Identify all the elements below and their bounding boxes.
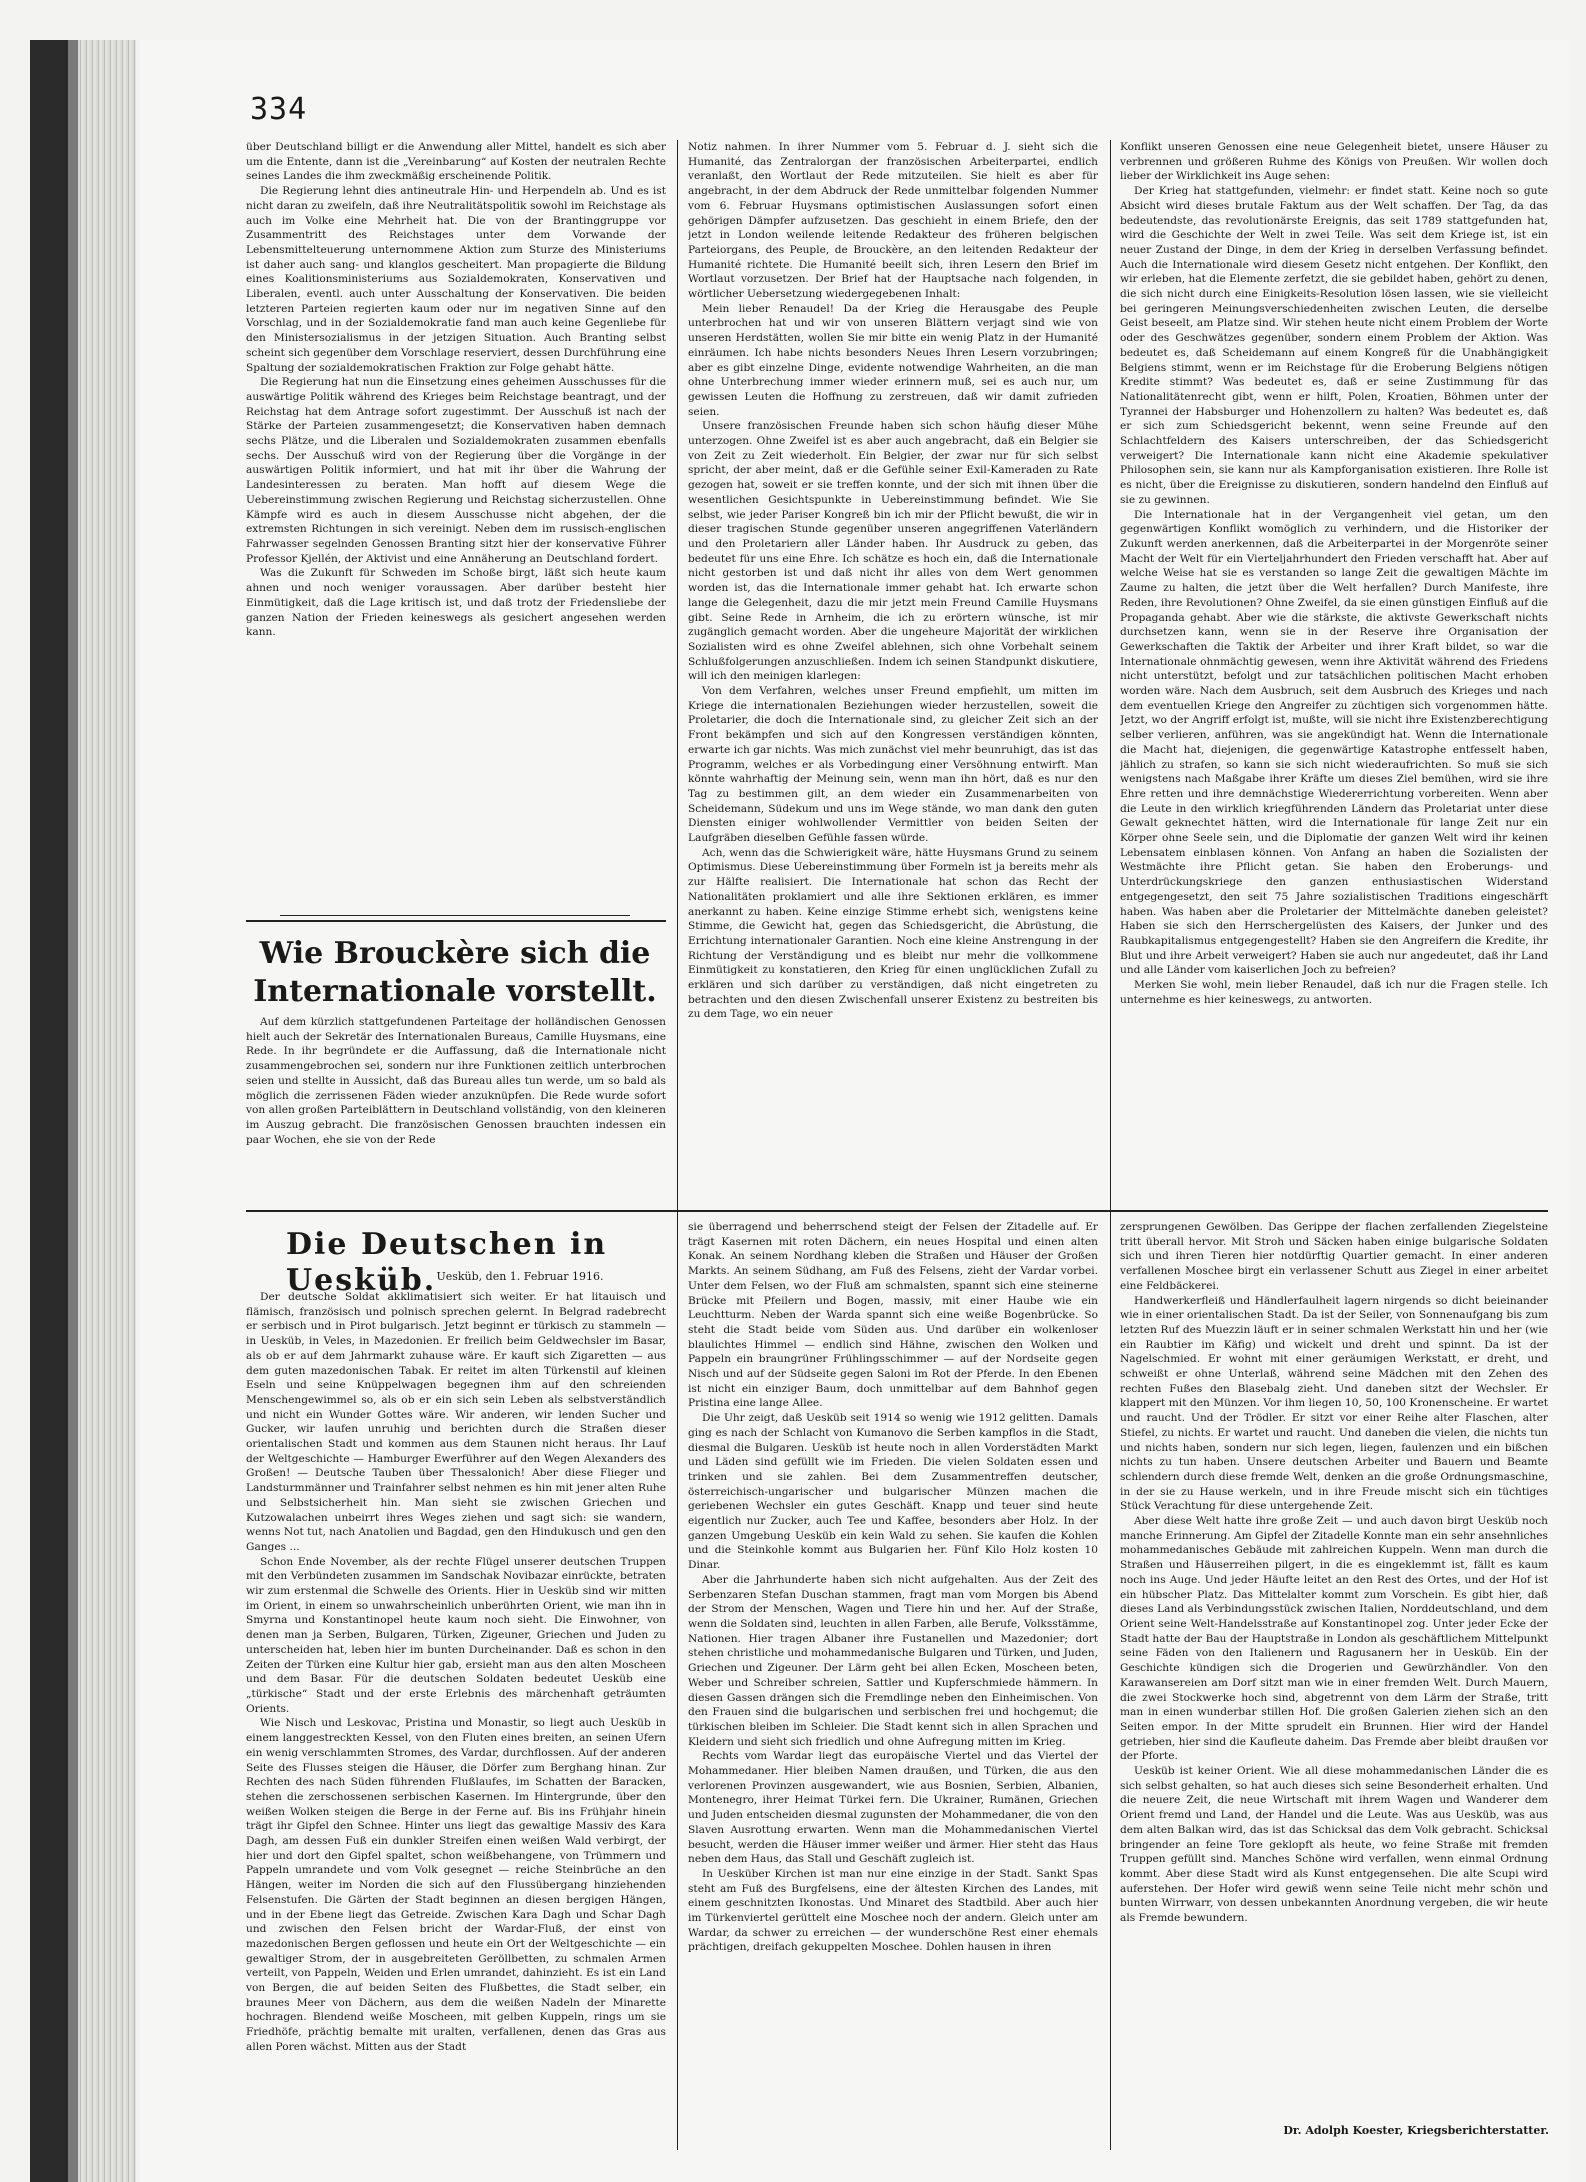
section-rule-intl-top bbox=[246, 920, 666, 922]
col2-paragraph-1: Notiz nahmen. In ihrer Nummer vom 5. Februar d. J. sieht sich die Humanité, das Zentralorgan der französischen Arbeiterpartei, endlich veranlaßt, den Wortlaut der Rede mitzuteilen. Sie hielt es aber für angebracht, in der dem Abdruck der Rede unmittelbar folgenden Nummer vom 6. Februar Huysmans optimistischen Auslassungen sofort einen gehörigen Dämpfer aufzusetzen. Das geschieht in einem Briefe, den der jetzt in London weilende leitende Redakteur des früheren belgischen Parteiorgans, des Peuple, de Brouckère, an den leitenden Redakteur der Humanité richtete. Die Humanité beeilt sich, ihren Lesern den Brief im Wortlaut vorzusetzen. Der Brief hat der Hauptsache nach folgenden, in wörtlicher Uebersetzung wiedergegebenen Inhalt: bbox=[688, 141, 1098, 301]
uesküb-c1-paragraph-2: Schon Ende November, als der rechte Flügel unserer deutschen Truppen mit den Verbündeten zusammen im Sandschak Novibazar einrückte, betraten wir zum erstenmal die Schwelle des Orients. Hier in Uesküb sind wir mitten im Orient, in einem so unwahrscheinlich unberührten Orient, wie man ihn in Smyrna und Konstantinopel heute kaum noch sieht. Die Einwohner, von denen man ja Serben, Bulgaren, Türken, Zigeuner, Griechen und Juden zu unterscheiden hat, leben hier im bunten Durcheinander. Daß es schon in den Zeiten der Türken eine Kultur hier gab, ersieht man aus den alten Moscheen und dem Basar. Für die deutschen Soldaten bedeutet Uesküb eine „türkische“ Stadt und der erste Erlebnis des märchenhaft geträumten Orients. bbox=[246, 1555, 666, 1715]
col1-paragraph-3: Die Regierung hat nun die Einsetzung eines geheimen Ausschusses für die auswärtige Politik während des Krieges beim Reichstage beantragt, und der Reichstag hat dem Antrage sofort zugestimmt. Der Ausschuß ist nach der Stärke der Parteien zusammengesetzt; die Konservativen haben demnach sechs Plätze, und die Liberalen und Sozialdemokraten zusammen ebenfalls sechs. Der Ausschuß wird von der Regierung über die Vorgänge in der auswärtigen Politik informiert, und hat mit ihr über die Wahrung der Landesinteressen zu beraten. Man hofft auf diesem Wege die Uebereinstimmung zwischen Regierung und Reichstag sicherzustellen. Ohne Kämpfe wird es auch in diesem Ausschusse nicht abgehen, der die extremsten Richtungen in sich vereinigt. Neben dem im russisch-englischen Fahrwasser segelnden Genossen Branting sitzt hier der konservative Führer Professor Kjellén, der Aktivist und eine Annäherung an Deutschland fordert. bbox=[246, 376, 666, 565]
page-edges bbox=[78, 40, 136, 2182]
book-binding bbox=[30, 40, 68, 2182]
uesküb-c1-paragraph-1: Der deutsche Soldat akklimatisiert sich weiter. Er hat litauisch und flämisch, französisch und polnisch sprechen gelernt. In Belgrad radebrecht er serbisch und in Pirot bulgarisch. Jetzt beginnt er türkisch zu stammeln — in Uesküb, in Veles, in Mazedonien. Er freilich beim Geldwechsler im Basar, als ob er auf dem Jahrmarkt zuhause wäre. Er kauft sich Zigaretten — aus dem guten mazedonischen Tabak. Er reitet im alten Türkenstil auf kleinen Eseln und seine Knüppelwagen begegnen ihm auf den schreienden Menschengewimmel so, als ob er ein sich sein Leben als selbstverständlich und nicht ein Wunder Gottes wäre. Wir anderen, wir lenden Sucher und Gucker, wir laufen unruhig und berichten durch die Straßen dieser orientalischen Stadt und kommen aus dem Staunen nicht heraus. Ihr Lauf der Weltgeschichte — Hamburger Ewerführer auf den Wegen Alexanders des Großen! — Deutsche Tauben über Thessalonich! Aber diese Flieger und Landsturmmänner und Trainfahrer selbst nehmen es hin mit jener alten Ruhe und Selbstsicherheit hin. Man sieht sie zwischen Griechen und Kutzowalachen unbeirrt ihres Weges ziehen und sagt sich: sie wandern, wenns Not tut, nach Anatolien und Bagdad, gen den Hindukusch und gen den Ganges ... bbox=[246, 1291, 666, 1553]
col1-paragraph-4: Was die Zukunft für Schweden im Schoße birgt, läßt sich heute kaum ahnen und noch weniger voraussagen. Aber darüber besteht hier Einmütigkeit, daß die Lage kritisch ist, und daß trotz der Friedensliebe der ganzen Nation der Frieden keineswegs als gesichert angesehen werden kann. bbox=[246, 567, 666, 639]
column-rule-2 bbox=[1110, 140, 1111, 1230]
uesküb-article-heading: Die Deutschen in Uesküb. bbox=[286, 1227, 608, 1298]
section-rule-intl-top2 bbox=[280, 915, 630, 916]
uesküb-c3-paragraph-1: zersprungenen Gewölben. Das Gerippe der flachen zerfallenden Ziegelsteine tritt überall hervor. Mit Stroh und Säcken haben einige bulgarische Soldaten sich und ihren Tieren hier notdürftig Quartier gemacht. In einer anderen verfallenen Moschee birgt ein verlassener Schutt aus Ziegel in einer arbeitet eine Feldbäckerei. bbox=[1120, 1221, 1548, 1292]
column-3-top bbox=[1120, 140, 1548, 1205]
col1-paragraph-2: Die Regierung lehnt dies antineutrale Hin- und Herpendeln ab. Und es ist nicht daran zu zweifeln, daß ihre Neutralitätspolitik sowohl im Reichstage als auch im Volke eine Mehrheit hat. Die von der Brantinggruppe vor Zusammentritt des Reichstages unter dem Vorwande der Lebensmittelteuerung unternommene Aktion zum Sturze des Ministeriums ist daher auch sang- und klanglos gescheitert. Man propagierte die Bildung eines Koalitionsministeriums aus Sozialdemokraten, Konservativen und Liberalen, eventl. auch unter Ausschaltung der Konservativen. Die beiden letzteren Parteien regierten kaum oder nur im negativen Sinne auf den Vorschlag, und in der Sozialdemokratie fand man auch keine Gegenliebe für den Ministersozialismus in der jetzigen Situation. Auch Branting selbst scheint sich gegenüber dem Vorschlage reserviert, dessen Durchführung eine Spaltung der sozialdemokratischen Fraktion zur Folge gehabt hätte. bbox=[246, 185, 666, 374]
col2-paragraph-5: Ach, wenn das die Schwierigkeit wäre, hätte Huysmans Grund zu seinem Optimismus. Diese Uebereinstimmung über Formeln ist ja bereits mehr als zur Hälfte realisiert. Die Internationale hat schon das Recht der Nationalitäten proklamiert und alle ihre Sektionen erklären, es immer anerkannt zu haben. Keine einzige Stimme erhebt sich, wenigstens keine Stimme, die Gewicht hat, gegen das Schiedsgericht, die Abrüstung, die Errichtung internationaler Garantien. Noch eine kleine Anstrengung in der Richtung der Verständigung und es bleibt nur mehr die vollkommene Einmütigkeit zu konstatieren, den Krieg für einen unglücklichen Zufall zu erklären und sich darüber zu verständigen, daß nicht eingetreten zu betrachten und den diesen Zwischenfall unserer Existenz zu bestreiten bis zu dem Tage, wo ein neuer bbox=[688, 846, 1098, 1021]
col3-paragraph-2: Der Krieg hat stattgefunden, vielmehr: er findet statt. Keine noch so gute Absicht wird dieses brutale Faktum aus der Welt schaffen. Der Tag, da das bedeutendste, das revolutionärste Ereignis, das seit 1789 stattgefunden hat, wird die Geschichte der Welt in zwei Teile. Was seit dem Kriege ist, ist ein neuer Zustand der Dinge, in dem der Krieg in derselben Verfassung befindet. Auch die Internationale wird diesem Gesetz nicht entgehen. Der Konflikt, den wir erleben, hat die Elemente zerfetzt, die sie gebildet haben, gehört zu denen, die sich nicht durch eine Einigkeits-Resolution lösen lassen, wie sie vielleicht bei geringeren Meinungsverschiedenheiten zwischen Leuten, die derselbe Geist beseelt, am Platze sind. Wir stehen heute nicht einem Problem der Worte oder des Geschwätzes gegenüber, sondern einem Problem der Aktion. Was bedeutet es, daß Scheidemann auf einem Kongreß für die Unabhängigkeit Belgiens stimmt, wenn er im Reichstage für die Eroberung Belgiens nötigen Kredite stimmt? Was bedeutet es, daß er seine Zustimmung für das Nationalitätenrecht gibt, wenn er hilft, Polen, Kroatien, Böhmen unter der Tyrannei der Habsburger und Hohenzollern zu halten? Was bedeutet es, daß er sich zum Schiedsgericht bekennt, wenn seine Freunde auf den Schlachtfeldern des Kaisers unterschreiben, der das Schiedsgericht verweigert? Die Internationale kann nicht eine Akademie spekulativer Philosophen sein, sie kann nur als Kampforganisation existieren. Ihre Rolle ist es nicht, über die Ereignisse zu diskutieren, sondern handelnd den Einfluß auf sie zu gewinnen. bbox=[1120, 185, 1548, 506]
uesküb-c2-paragraph-5: In Uesküber Kirchen ist man nur eine einzige in der Stadt. Sankt Spas steht am Fuß des Burgfelsens, eine der ältesten Kirchen des Landes, mit einem geschnitzten Ikonostas. Und Minaret des Stadtbild. Aber auch hier im Türkenviertel gerüttelt eine Moschee noch der andern. Gleich unter am Wardar, da schwer zu erreichen — der wunderschöne Rest einer ehemals prächtigen, dreifach gekuppelten Moschee. Dohlen hausen in ihren bbox=[688, 1867, 1098, 1954]
uesküb-c2-paragraph-3: Aber die Jahrhunderte haben sich nicht aufgehalten. Aus der Zeit des Serbenzaren Stefan Duschan stammen, fragt man vom Morgen bis Abend der Strom der Menschen, Wagen und Tiere hin und her. Auf der Straße, wenn die Soldaten sind, leuchten in allen Farben, alle Berufe, Volksstämme, Nationen. Hier tragen Albaner ihre Fustanellen und Mazedonier; dort stehen christliche und mohammedanische Bulgaren und Türken, und Juden, Griechen und Zigeuner. Der Lärm geht bei allen Ecken, Moscheen beten, Weber und Schreiber schreien, Sattler und Kupferschmiede hämmern. In diesen Gassen drängen sich die Fremdlinge neben den Einheimischen. Von den Frauen sind die bulgarischen und serbischen frei und hochgemut; die türkischen bleiben im Schleier. Die Stadt kennt sich in allen Sprachen und Kleidern und sieht sich friedlich und ohne Aufregung mitten im Krieg. bbox=[688, 1573, 1098, 1748]
col1-intro: über Deutschland billigt er die Anwendung aller Mittel, handelt es sich aber um die Entente, dann ist die „Vereinbarung“ auf Kosten der neutralen Rechte seines Landes die ihm zweckmäßig erscheinende Politik. bbox=[246, 141, 666, 183]
uesküb-c3-paragraph-3: Aber diese Welt hatte ihre große Zeit — und auch davon birgt Uesküb noch manche Erinnerung. Am Gipfel der Zitadelle Konnte man ein sehr ansehnliches mohammedanisches Gebäude mit zahlreichen Kuppeln. Wenn man durch die Straßen und Häuserreihen pilgert, in die es eingeklemmt ist, fällt es kaum noch ins Auge. Und jeder Häufte leitet an den Rest des Ortes, und der Hof ist ein hübscher Platz. Das Mittelalter kommt zum Vorschein. Es gibt hier, daß dieses Land als Verbindungsstück zwischen Italien, Norddeutschland, und dem Orient seine Welt-Handelsstraße auf Konstantinopel zog. Unter jeder Ecke der Stadt hatte der Bau der Hauptstraße in London als geschäftlichem Mittelpunkt seine Fäden von den Italienern und Ragusanern her in Uesküb. Ein der Geschichte kündigen sich die Drogerien und Gewürzhändler. Von den Karawansereien am Dorf sitzt man wie in einer fremden Welt. Durch Mauern, die zwei Stockwerke hoch sind, abgetrennt von dem Lärm der Straße, tritt man in einen wunderbar stillen Hof. Die großen Galerien ziehen sich an den Seiten empor. In der Mitte sprudelt ein Brunnen. Hier wird der Handel getrieben, hier sind die Kaufleute daheim. Das Fremde aber bleibt draußen vor der Pforte. bbox=[1120, 1515, 1548, 1763]
intl-article-column-1 bbox=[246, 1015, 666, 1205]
uesküb-c2-paragraph-1: sie überragend und beherrschend steigt der Felsen der Zitadelle auf. Er trägt Kasernen mit roten Dächern, ein neues Hospital und einen alten Konak. An seinem Nordhang kleben die Straßen und Häuser der Großen Markts. An seinem Südhang, am Fuß des Felsens, zieht der Vardar vorbei. Unter dem Felsen, wo der Fluß am schmalsten, spannt sich eine steinerne Brücke mit Pfeilern und Bogen, massiv, mit einer Haube wie ein Leuchtturm. Neben der Warda spannt sich eine weiße Bogenbrücke. So steht die Stadt beide vom Süden aus. Und darüber ein wolkenloser blaulichtes Himmel — endlich sind Hähne, zwischen den Wolken und Pappeln ein braungrüner Frühlingsschimmer — auf der Nordseite gegen Nisch und auf der Südseite gegen Saloni im Rot der Pferde. In den Ebenen ist nicht ein einziger Baum, doch unmittelbar auf dem Bahnhof gegen Pristina eine lange Allee. bbox=[688, 1221, 1098, 1410]
col2-paragraph-4: Von dem Verfahren, welches unser Freund empfiehlt, um mitten im Kriege die internationalen Beziehungen wieder herzustellen, soweit die Proletarier, die doch die Internationale sind, zu gleicher Zeit sich an der Front bekämpfen und sich auf den Kongressen verständigen könnten, erwarte ich gar nichts. Was mich zunächst viel mehr beunruhigt, das ist das Programm, welches er als Vorbedingung einer Versöhnung entwirft. Man könnte wahrhaftig der Meinung sein, wenn man ihn hört, daß es nur den Tag zu bestimmen gilt, an dem wieder ein Zusammenarbeiten von Scheidemann, Südekum und uns im Wege stände, wo man dank den guten Diensten einiger wohlwollender Vermittler von beiden Seiten der Laufgräben dieselben Gefühle fassen würde. bbox=[688, 685, 1098, 845]
col3-paragraph-1: Konflikt unseren Genossen eine neue Gelegenheit bietet, unsere Häuser zu verbrennen und größeren Ruhme des Königs von Preußen. Wir wollen doch lieber der Wirklichkeit ins Auge sehen: bbox=[1120, 141, 1548, 183]
binding-shadow bbox=[68, 40, 78, 2182]
col3-paragraph-3: Die Internationale hat in der Vergangenheit viel getan, um den gegenwärtigen Konflikt womöglich zu verhindern, und die Historiker der Zukunft werden anerkennen, daß die Arbeiterpartei in der Morgenröte seiner Macht der Welt für ein Vierteljahrhundert den Frieden verschafft hat. Aber auf welche Weise hat sie es verstanden so lange Zeit die gewaltigen Mächte im Zaume zu halten, die jetzt über die Welt herfallen? Durch Manifeste, ihre Reden, ihre Revolutionen? Ohne Zweifel, da sie einen günstigen Einfluß auf die Propaganda gehabt. Aber wie die stärkste, die aktivste Gewerkschaft nichts durchsetzen kann, wenn sie in der Reserve ihre Organisation der Gewerkschaften die Taktik der Arbeiter und ihrer Kraft bildet, so war die Internationale ohnmächtig gewesen, wenn ihre Aktivität während des Friedens nicht unterstützt, befolgt und zur tatsächlichen politischen Macht erhoben worden wäre. Nach dem Ausbruch, seit dem Ausbruch des Krieges und nach dem eventuellen Kriege den Angreifer zu züchtigen sich vorgenommen hätte. Jetzt, wo der Angriff erfolgt ist, mußte, will sie nicht ihre Existenzberechtigung selber verlieren, anführen, was sie angekündigt hat. Wenn die Internationale die Macht hat, diejenigen, die gegenwärtige Katastrophe entfesselt haben, jählich zu strafen, so kann sie sich nicht wiederaufrichten. So muß sie sich wenigstens nach Maßgabe ihrer Kräfte um dieses Ziel bemühen, wird sie ihre Ehre retten und ihre demnächstige Wiedererrichtung vorbereiten. Wenn aber die Leute in den wirklich kriegführenden Ländern das Proletariat unter diese Gewalt geknechtet hätten, wird die Internationale für lange Zeit nur ein Körper ohne Seele sein, und die Diplomatie der ganzen Welt wird ihr keinen Lebensatem einblasen können. Von Anfang an haben die Sozialisten der Westmächte ihre Pflicht getan. Sie haben den Eroberungs- und Unterdrückungskriege den ganzen enthusiastischen Widerstand entgegengesetzt, den seit 75 Jahre sozialistischen Traditions eingeschärft haben. Was haben aber die Proletarier der Mittelmächte daneben geleistet? Haben sie sich den Herrschergelüsten des Kaisers, der Junker und des Raubkapitalismus entgegengestellt? Haben sie den Angreifern die Kredite, ihr Blut und ihre Arbeit verweigert? Haben sie auch nur angedeutet, daß ihr Land und alle Länder vom kaiserlichen Joch zu befreien? bbox=[1120, 508, 1548, 977]
intl-article-heading: Wie Brouckère sich die Internationale vorstellt. bbox=[253, 936, 657, 1009]
author-signature: Dr. Adolph Koester, Kriegsberichterstatter. bbox=[1283, 2124, 1549, 2137]
page-number: 334 bbox=[250, 92, 308, 127]
column-2-top bbox=[688, 140, 1098, 1205]
col2-paragraph-3: Unsere französischen Freunde haben sich schon häufig dieser Mühe unterzogen. Ohne Zweifel ist es aber auch angebracht, daß ein Belgier sie von Zeit zu Zeit wiederholt. Ein Belgier, der zwar nur für sich selbst spricht, der aber meint, daß er die Gefühle seiner Exil-Kameraden zu Rate gezogen hat, soweit er sie treffen konnte, und der sich mit ihnen über die wesentlichen Gesichtspunkte in Uebereinstimmung befindet. Wie Sie selbst, wie jeder Pariser Kongreß bin ich mir der Pflicht bewußt, die wir in dieser tragischen Stunde gegenüber unseren angegriffenen Vaterländern und den Proletariern aller Länder haben. Ihr Ausdruck zu geben, das bedeutet für uns eine Ehre. Ich schätze es hoch ein, daß die Internationale nicht gestorben ist und daß nicht ihr alles von dem Wert genommen worden ist, das die Internationale immer gehabt hat. Ich erwarte schon lange die Gelegenheit, dazu die mir jetzt mein Freund Camille Huysmans gibt. Seine Rede in Arnheim, die ich zu erörtern wünsche, ist mir zugänglich gemacht worden. Aber die ungeheure Majorität der wirklichen Sozialisten wird es ohne Zweifel ablehnen, sich ohne Vorbehalt seinem Schlußfolgerungen anzuschließen. Indem ich seinen Standpunkt diskutiere, will ich den meinigen klarlegen: bbox=[688, 420, 1098, 683]
uesküb-c3-paragraph-2: Handwerkerfleiß und Händlerfaulheit lagern nirgends so dicht beieinander wie in einer orientalischen Stadt. Da ist der Seiler, von Sonnenaufgang bis zum letzten Ruf des Muezzin läuft er in seiner schmalen Werkstatt hin und her (wie ein Raubtier im Käfig) und wickelt und dreht und spinnt. Da ist der Nagelschmied. Er wohnt mit einer geräumigen Werkstatt, er dreht, und schweißt er ohne Unterlaß, während seine Mädchen mit den Zehen des rechten Fußes den Blasebalg zieht. Und daneben sitzt der Wechsler. Er klappert mit den Münzen. Vor ihm liegen 10, 50, 100 Kronenscheine. Er wartet und raucht. Und der Trödler. Er sitzt vor einer Reihe alter Flaschen, alter Stiefel, zu nichts. Er wartet und raucht. Und daneben die vielen, die nichts tun und nichts haben, sondern nur sich legen, liegen, faulenzen und ein bißchen nichts zu tun haben. Unsere deutschen Arbeiter und Bauern und Beamte schlendern durch diese fremde Welt, denken an die große Ordnungsmaschine, in der sie zu Hause werkeln, und in ihre Freude mischt sich ein tüchtiges Stück Verachtung für diese untergehende Zeit. bbox=[1120, 1294, 1548, 1513]
uesküb-c1-paragraph-3: Wie Nisch und Leskovac, Pristina und Monastir, so liegt auch Uesküb in einem langgestreckten Kessel, von den Fluten eines breiten, an seinen Ufern ein wenig verschlammten Stromes, des Vardar, durchflossen. Auf der anderen Seite des Flusses steigen die Häuser, die Dörfer zum Berghang hinan. Zur Rechten des nach Süden führenden Flußlaufes, im Schatten der Baracken, stehen die zerschossenen serbischen Kasernen. Im Hintergrunde, über den weißen Wolken steigen die Berge in der Ferne auf. Bis ins Frühjahr hinein trägt ihr Gipfel den Schnee. Hinter uns liegt das gewaltige Massiv des Kara Dagh, am dessen Fuß ein dunkler Streifen einen weißen Wald verbirgt, der hier und dort den Gipfel spaltet, schon weißbehangene, von Trümmern und Pappeln umrandete und vom Volk gesegnet — reiche Steinbrüche an den Hängen, weiter im Norden die sich auf den Flussübergang hinziehenden Felsenstufen. Die Gärten der Stadt beginnen an diesen bergigen Hängen, und in der Ebene liegt das Getreide. Zwischen Kara Dagh und Schar Dagh und zwischen den Felsen bricht der Wardar-Fluß, der einst von mazedonischen Bergen geflossen und heute ein Ort der Weltgeschichte — ein gewaltiger Strom, der in ausgebreiteten Geröllbetten, zu schmalen Armen verteilt, von Pappeln, Weiden und Erlen umrandet, dahinzieht. Es ist ein Land von Bergen, die auf beiden Seiten des Flußbettes, die Stadt selber, ein braunes Meer von Dächern, aus dem die weißen Nadeln der Minarette hochragen. Blendend weiße Moscheen, mit gelben Kuppeln, rings um sie Friedhöfe, prächtig bemalte mit uralten, verfallenen, denen das Gras aus allen Poren wächst. Mitten aus der Stadt bbox=[246, 1717, 666, 2053]
newspaper-page bbox=[140, 40, 1570, 2182]
column-1-top bbox=[246, 140, 666, 912]
col3-paragraph-4: Merken Sie wohl, mein lieber Renaudel, daß ich nur die Fragen stelle. Ich unternehme es hier keineswegs, zu antworten. bbox=[1120, 979, 1548, 1006]
intl-paragraph-1: Auf dem kürzlich stattgefundenen Parteitage der holländischen Genossen hielt auch der Sekretär des Internationalen Bureaus, Camille Huysmans, eine Rede. In ihr begründete er die Auffassung, daß die Internationale nicht zusammengebrochen sei, sondern nur ihre Funktionen zeitlich unterbrochen seien und stellte in Aussicht, daß das Bureau alles tun werde, um so bald als möglich die zerrissenen Fäden wieder anzuknüpfen. Die Rede wurde sofort von allen großen Parteiblättern in Deutschland vollständig, von den kleineren im Auszug gebracht. Die französischen Genossen brauchten indessen ein paar Wochen, ehe sie von der Rede bbox=[246, 1016, 666, 1146]
uesküb-c3-paragraph-4: Uesküb ist keiner Orient. Wie all diese mohammedanischen Länder die es sich selbst gehalten, so hat auch dieses sich seine Besonderheit erhalten. Und die neuere Zeit, die neue Wirtschaft mit ihrem Wagen und Wanderer dem Orient fremd und Land, der Handel und die Leute. Was aus Uesküb, was aus dem alten Balkan wird, das ist das Schicksal das dem Volk gebracht. Schicksal bringender an feine Tore geklopft als heute, wo feine Straße mit fremden Truppen gefüllt sind. Manches Schöne wird verfallen, wenn einmal Ordnung kommt. Aber diese Stadt wird als Kunst entgegensehen. Die alte Scupi wird auferstehen. Der Hofer wird gewiß wenn seine Teile nicht mehr schön und bunten Wirrwarr, von dessen unbekannten Anordnung vergeben, die wir heute als Fremde bewundern. bbox=[1120, 1765, 1548, 1925]
column-rule-3 bbox=[677, 1220, 678, 2150]
column-rule-1 bbox=[677, 140, 678, 1230]
uesküb-dateline: Uesküb, den 1. Februar 1916. bbox=[436, 1270, 604, 1283]
uesküb-column-3 bbox=[1120, 1220, 1548, 2120]
uesküb-c2-paragraph-2: Die Uhr zeigt, daß Uesküb seit 1914 so wenig wie 1912 gelitten. Damals ging es nach der Schlacht von Kumanovo die Serben kampflos in die Stadt, diesmal die Bulgaren. Uesküb ist heute noch in allen Vorderstädten Markt und Läden sind gefüllt wie im Frieden. Die vielen Soldaten essen und trinken und sie zahlen. Bei dem Zusammentreffen deutscher, österreichisch-ungarischer und bulgarischer Münzen machen die geriebenen Wechsler ein gutes Geschäft. Knapp und teuer sind heute eigentlich nur Zucker, auch Tee und Kaffee, besonders aber Holz. In der ganzen Umgebung Uesküb ein kein Wald zu sehen. Sie kaufen die Kohlen und die Steinkohle kommt aus Bulgarien her. Fünf Kilo Holz kosten 10 Dinar. bbox=[688, 1412, 1098, 1572]
col2-paragraph-2: Mein lieber Renaudel! Da der Krieg die Herausgabe des Peuple unterbrochen hat und wir von unseren Blättern verjagt sind wie von unseren Herdstätten, wollen Sie mir bitte ein wenig Platz in der Humanité einräumen. Ich habe nichts besonders Neues Ihren Lesern vorzubringen; aber es gibt einzelne Dinge, evidente notwendige Wahrheiten, an die man ohne Unterbrechung immer wieder erinnern muß, sei es auch nur, um gewissen Leuten die Hoffnung zu zerstreuen, daß wir damit zufrieden seien. bbox=[688, 302, 1098, 418]
uesküb-column-2 bbox=[688, 1220, 1098, 2150]
uesküb-column-1 bbox=[246, 1290, 666, 2150]
uesküb-c2-paragraph-4: Rechts vom Wardar liegt das europäische Viertel und das Viertel der Mohammedaner. Hier bleiben Namen draußen, und Türken, die aus den verlorenen Provinzen ausgewandert, wie aus Bosnien, Serbien, Albanien, Montenegro, ihrer Heimat Türkei fern. Die Ukrainer, Rumänen, Griechen und Juden entscheiden diesmal zugunsten der Mohammedaner, die von den Slaven Ausrottung erwarten. Wenn man die Mohammedanischen Viertel besucht, werden die Häuser immer weißer und ärmer. Hier steht das Haus neben dem Haus, das Stall und Geschäft zugleich ist. bbox=[688, 1750, 1098, 1866]
column-rule-4 bbox=[1110, 1220, 1111, 2150]
section-rule-full bbox=[246, 1210, 1548, 1212]
